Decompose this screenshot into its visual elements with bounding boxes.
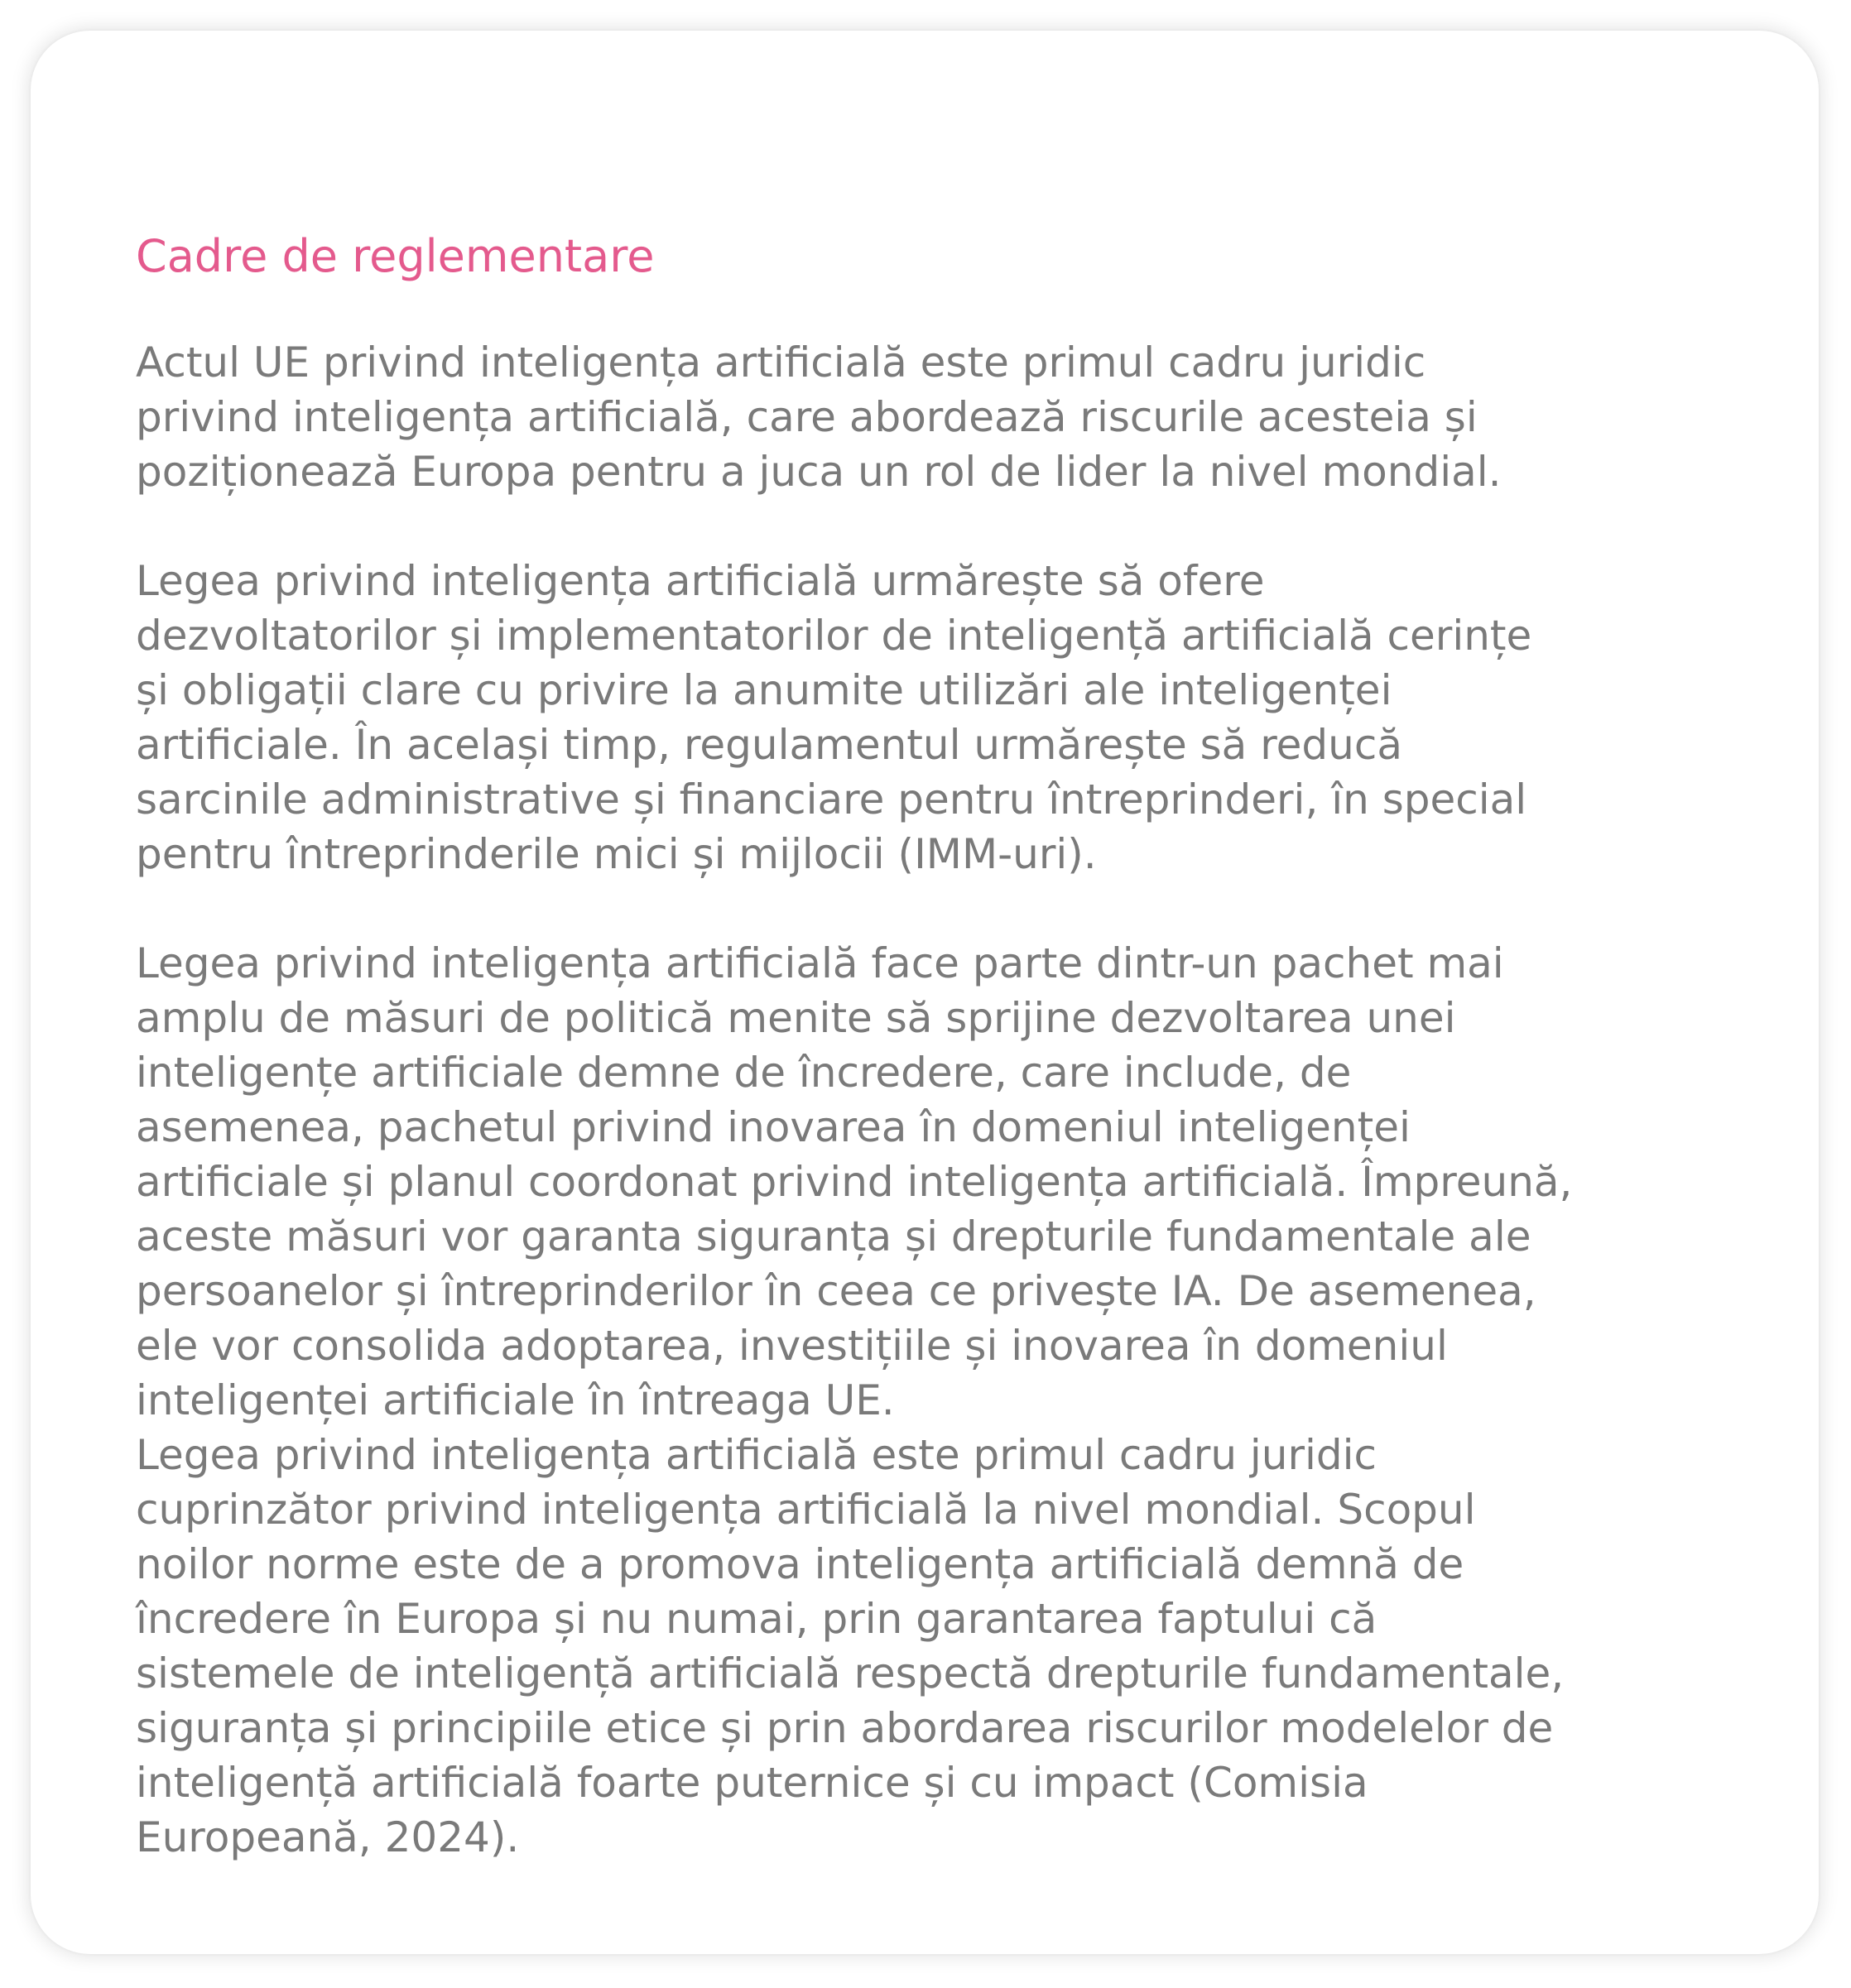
paragraph-policy-package: Legea privind inteligența artificială face parte dintr-un pachet mai amplu de măsuri de politică menite să sprijine dezvoltarea unei inteligențe artificiale demne de încredere, care include, de asemenea, pachetul privind inovarea în domeniul inteligenței artificiale și planul coordonat privind inteligența artificială. Împreună, aceste măsuri vor garanta siguranța și drepturile fundamentale ale persoanelor și întreprinderilor în ceea ce privește IA. De asemenea, ele vor consolida adoptarea, investițiile și inovarea în domeniul inteligenței artificiale în întreaga UE. bbox=[136, 939, 1573, 1424]
paragraph-ai-act-intro: Actul UE privind inteligența artificială este primul cadru juridic privind inteligența artificială, care abordează riscurile acesteia și poziționează Europa pentru a juca un rol de lider la nivel mondial. bbox=[136, 339, 1502, 496]
paragraph-spacer bbox=[136, 499, 1758, 554]
paragraph-obligations: Legea privind inteligența artificială urmărește să ofere dezvoltatorilor și implementatorilor de inteligență artificială cerințe și obligații clare cu privire la anumite utilizări ale inteligenței artificiale. În același timp, regulamentul urmărește să reducă sarcinile administrative și financiare pentru întreprinderi, în special pentru întreprinderile mici și mijlocii (IMM-uri). bbox=[136, 557, 1532, 878]
content-card bbox=[31, 31, 1819, 1954]
paragraph-global-framework: Legea privind inteligența artificială este primul cadru juridic cuprinzător privind inteligența artificială la nivel mondial. Scopul noilor norme este de a promova inteligența artificială demnă de încredere în Europa și nu numai, prin garantarea faptului că sistemele de inteligență artificială respectă drepturile fundamentale, siguranța și principiile etice și prin abordarea riscurilor modelelor de inteligență artificială foarte puternice și cu impact (Comisia Europeană, 2024). bbox=[136, 1431, 1565, 1861]
section-title: Cadre de reglementare bbox=[136, 230, 655, 282]
card-content bbox=[136, 229, 1758, 1865]
paragraph-spacer bbox=[136, 881, 1758, 936]
